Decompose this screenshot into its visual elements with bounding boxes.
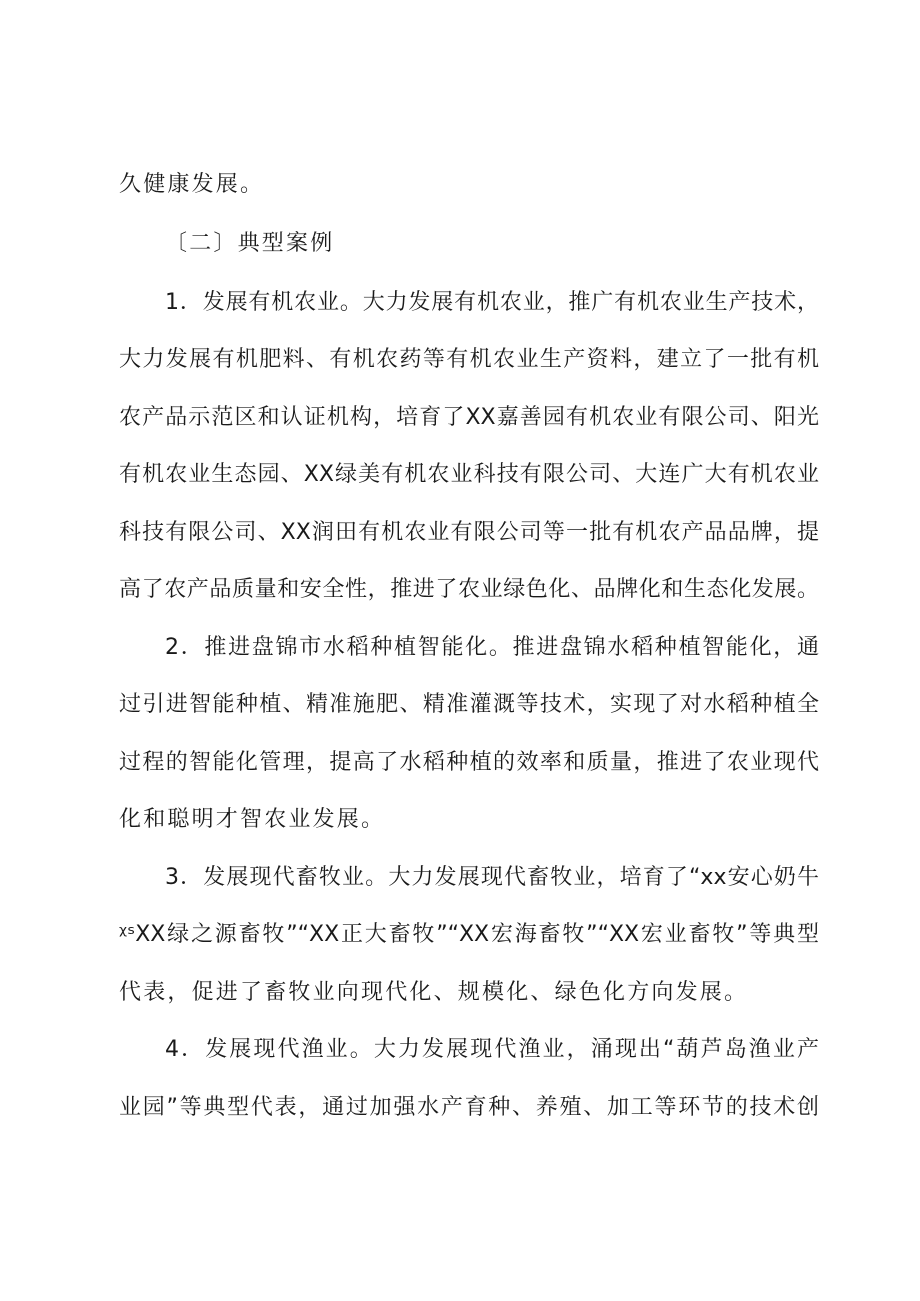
text-line: 过程的智能化管理，提高了水稻种植的效率和质量，推进了农业现代 <box>119 750 819 775</box>
text-line: 代表，促进了畜牧业向现代化、规模化、绿色化方向发展。 <box>119 980 749 1005</box>
text-line: 大力发展有机肥料、有机农药等有机农业生产资料，建立了一批有机 <box>119 347 819 372</box>
text-line: 4．发展现代渔业。大力发展现代渔业，涌现出“葫芦岛渔业产 <box>165 1037 819 1062</box>
text-line: 农产品示范区和认证机构，培育了XX嘉善园有机农业有限公司、阳光 <box>119 405 819 430</box>
text-line: 科技有限公司、XX润田有机农业有限公司等一批有机农产品品牌，提 <box>119 520 819 545</box>
text-line: 化和聪明才智农业发展。 <box>119 807 386 832</box>
text-line: 过引进智能种植、精准施肥、精准灌溉等技术，实现了对水稻种植全 <box>119 692 819 717</box>
text-line: ᵡˢXX绿之源畜牧”“XX正大畜牧”“XX宏海畜牧”“XX宏业畜牧”等典型 <box>119 922 819 947</box>
text-line: 1．发展有机农业。大力发展有机农业，推广有机农业生产技术， <box>165 290 819 315</box>
text-line: 有机农业生态园、XX绿美有机农业科技有限公司、大连广大有机农业 <box>119 462 819 487</box>
text-line: 久健康发展。 <box>119 172 265 197</box>
text-line: 2．推进盘锦市水稻种植智能化。推进盘锦水稻种植智能化，通 <box>165 635 819 660</box>
text-line: 业园”等典型代表，通过加强水产育种、养殖、加工等环节的技术创 <box>119 1095 819 1120</box>
section-heading: 〔二〕典型案例 <box>165 231 335 256</box>
text-line: 3．发展现代畜牧业。大力发展现代畜牧业，培育了“xx安心奶牛 <box>165 865 819 890</box>
text-line: 高了农产品质量和安全性，推进了农业绿色化、品牌化和生态化发展。 <box>119 577 819 602</box>
